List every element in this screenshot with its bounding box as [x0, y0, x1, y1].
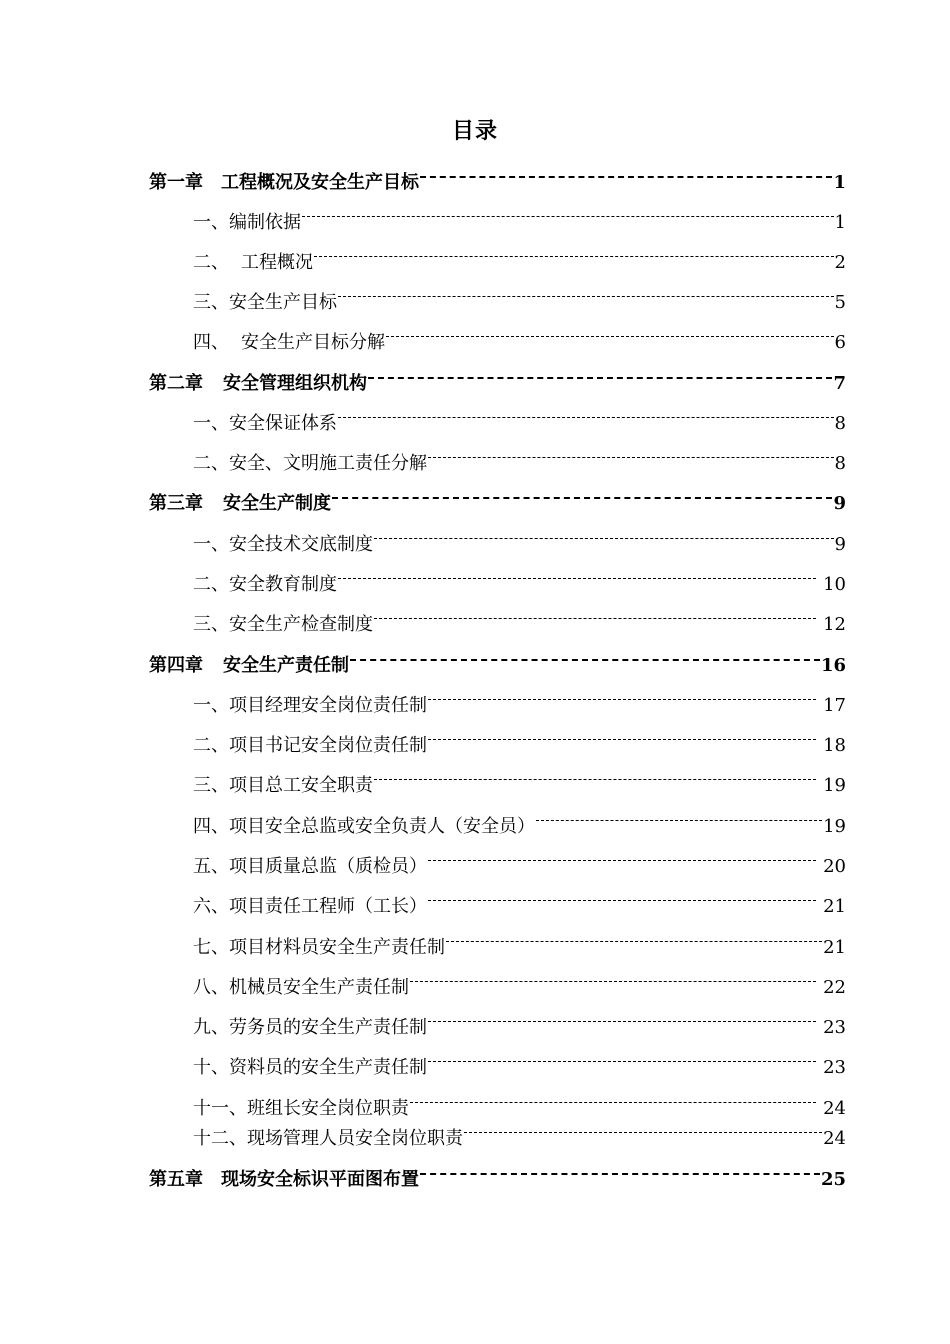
toc-entry-text: 编制依据 [229, 212, 301, 233]
dot-leader [428, 1007, 816, 1033]
toc-entry-number: 七、 [193, 937, 229, 958]
dot-leader [374, 524, 834, 550]
toc-entry-chapter-1[interactable] [149, 162, 846, 193]
toc-entry-page: 6 [834, 332, 846, 353]
toc-entry-page: 17 [823, 695, 846, 716]
toc-entry-text: 安全生产责任制 [223, 655, 349, 676]
toc-entry-text: 安全保证体系 [229, 413, 337, 434]
toc-entry-number: 二、 [193, 735, 229, 756]
toc-entry-number: 九、 [193, 1017, 229, 1038]
toc-entry-text: 项目质量总监（质检员） [229, 856, 427, 877]
toc-entry-page: 12 [823, 614, 846, 635]
dot-leader [536, 806, 822, 832]
toc-entry-section[interactable] [193, 927, 846, 958]
toc-entry-section[interactable] [193, 685, 846, 716]
toc-entry-section[interactable] [193, 202, 846, 233]
toc-entry-page: 19 [823, 816, 846, 837]
dot-leader [446, 927, 822, 953]
toc-entry-section[interactable] [193, 765, 846, 796]
dot-leader [428, 725, 816, 751]
dot-leader [386, 322, 834, 348]
toc-entry-number: 一、 [193, 534, 229, 555]
dot-leader [410, 967, 816, 993]
toc-entry-section[interactable] [193, 604, 846, 635]
toc-entry-number: 一、 [193, 212, 229, 233]
dot-leader [428, 886, 816, 912]
toc-entry-text: 项目书记安全岗位责任制 [229, 735, 427, 756]
toc-entry-page: 18 [823, 735, 846, 756]
toc-entry-number: 六、 [193, 896, 229, 917]
toc-entry-text: 项目责任工程师（工长） [229, 896, 427, 917]
toc-entry-chapter-2[interactable] [149, 363, 846, 394]
toc-entry-text: 安全生产目标分解 [241, 332, 385, 353]
toc-entry-page: 1 [833, 172, 846, 193]
toc-entry-section[interactable] [193, 886, 846, 917]
toc-entry-text: 安全教育制度 [229, 574, 337, 595]
toc-entry-number: 二、 [193, 453, 229, 474]
toc-entry-section[interactable] [193, 1088, 846, 1119]
toc-entry-chapter-5[interactable] [149, 1159, 846, 1190]
toc-entry-text: 项目总工安全职责 [229, 775, 373, 796]
toc-title: 目录 [451, 118, 498, 144]
toc-entry-number: 三、 [193, 614, 229, 635]
toc-entry-text: 项目安全总监或安全负责人（安全员） [229, 816, 535, 837]
dot-leader [464, 1118, 822, 1144]
toc-entry-number: 十一、 [193, 1098, 247, 1119]
dot-leader [428, 443, 834, 469]
toc-entry-page: 23 [823, 1057, 846, 1078]
toc-entry-page: 24 [823, 1098, 846, 1119]
toc-entry-number: 十、 [193, 1057, 229, 1078]
toc-entry-section[interactable] [193, 524, 846, 555]
toc-entry-page: 24 [823, 1128, 846, 1149]
toc-entry-number: 第三章 [149, 493, 203, 514]
dot-leader [338, 403, 834, 429]
dot-leader [374, 765, 816, 791]
toc-entry-page: 23 [823, 1017, 846, 1038]
toc-entry-chapter-3[interactable] [149, 483, 846, 514]
toc-entry-number: 四、 [193, 816, 229, 837]
toc-entry-text: 安全生产目标 [229, 292, 337, 313]
toc-entry-section[interactable] [193, 443, 846, 474]
toc-entry-section[interactable] [193, 846, 846, 877]
toc-entry-text: 安全生产检查制度 [229, 614, 373, 635]
dot-leader [332, 483, 832, 509]
dot-leader [314, 242, 834, 268]
dot-leader [374, 604, 816, 630]
toc-entry-page: 9 [834, 534, 846, 555]
toc-entry-section[interactable] [193, 725, 846, 756]
toc-entry-number: 三、 [193, 775, 229, 796]
toc-entry-page: 2 [834, 252, 846, 273]
toc-entry-page: 21 [823, 937, 846, 958]
toc-entry-text: 安全生产制度 [223, 493, 331, 514]
dot-leader [338, 282, 834, 308]
toc-entry-section[interactable] [193, 1118, 846, 1149]
toc-entry-chapter-4[interactable] [149, 645, 846, 676]
toc-entry-page: 5 [834, 292, 846, 313]
toc-entry-number: 二、 [193, 574, 229, 595]
toc-entry-page: 21 [823, 896, 846, 917]
toc-entry-text: 班组长安全岗位职责 [247, 1098, 409, 1119]
toc-entry-section[interactable] [193, 322, 846, 353]
toc-entry-text: 劳务员的安全生产责任制 [229, 1017, 427, 1038]
toc-entry-section[interactable] [193, 1007, 846, 1038]
toc-entry-text: 项目材料员安全生产责任制 [229, 937, 445, 958]
toc-entry-section[interactable] [193, 403, 846, 434]
dot-leader [368, 363, 832, 389]
toc-entry-text: 工程概况 [241, 252, 313, 273]
toc-entry-number: 八、 [193, 977, 229, 998]
dot-leader [420, 1159, 820, 1185]
toc-entry-page: 19 [823, 775, 846, 796]
dot-leader [420, 162, 832, 188]
toc-entry-text: 现场安全标识平面图布置 [221, 1169, 419, 1190]
toc-entry-text: 安全管理组织机构 [223, 373, 367, 394]
toc-entry-text: 资料员的安全生产责任制 [229, 1057, 427, 1078]
dot-leader [410, 1088, 816, 1114]
toc-entry-section[interactable] [193, 967, 846, 998]
toc-entry-text: 现场管理人员安全岗位职责 [247, 1128, 463, 1149]
dot-leader [350, 645, 820, 671]
toc-entry-page: 16 [820, 655, 846, 676]
toc-entry-number: 二、 [193, 252, 229, 273]
toc-entry-number: 四、 [193, 332, 229, 353]
toc-entry-section[interactable] [193, 242, 846, 273]
toc-entry-number: 十二、 [193, 1128, 247, 1149]
toc-entry-number: 一、 [193, 413, 229, 434]
dot-leader [428, 1047, 816, 1073]
dot-leader [338, 564, 816, 590]
toc-entry-page: 8 [834, 453, 846, 474]
toc-entry-text: 安全技术交底制度 [229, 534, 373, 555]
dot-leader [428, 685, 816, 711]
toc-entry-section[interactable] [193, 282, 846, 313]
toc-entry-number: 第一章 [149, 172, 203, 193]
toc-entry-text: 机械员安全生产责任制 [229, 977, 409, 998]
toc-entry-section[interactable] [193, 806, 846, 837]
toc-entry-number: 第二章 [149, 373, 203, 394]
toc-entry-page: 1 [834, 212, 846, 233]
toc-entry-page: 10 [823, 574, 846, 595]
toc-entry-section[interactable] [193, 1047, 846, 1078]
toc-entry-text: 工程概况及安全生产目标 [221, 172, 419, 193]
toc-entry-number: 五、 [193, 856, 229, 877]
toc-entry-number: 第四章 [149, 655, 203, 676]
toc-entry-number: 第五章 [149, 1169, 203, 1190]
toc-entry-text: 项目经理安全岗位责任制 [229, 695, 427, 716]
toc-entry-page: 9 [833, 493, 846, 514]
toc-entry-page: 25 [820, 1169, 846, 1190]
toc-entry-page: 8 [834, 413, 846, 434]
toc-entry-number: 三、 [193, 292, 229, 313]
toc-entry-section[interactable] [193, 564, 846, 595]
dot-leader [428, 846, 816, 872]
toc-entry-page: 7 [833, 373, 846, 394]
toc-entry-page: 22 [823, 977, 846, 998]
dot-leader [302, 202, 834, 228]
toc-entry-text: 安全、文明施工责任分解 [229, 453, 427, 474]
toc-entry-number: 一、 [193, 695, 229, 716]
toc-entry-page: 20 [823, 856, 846, 877]
